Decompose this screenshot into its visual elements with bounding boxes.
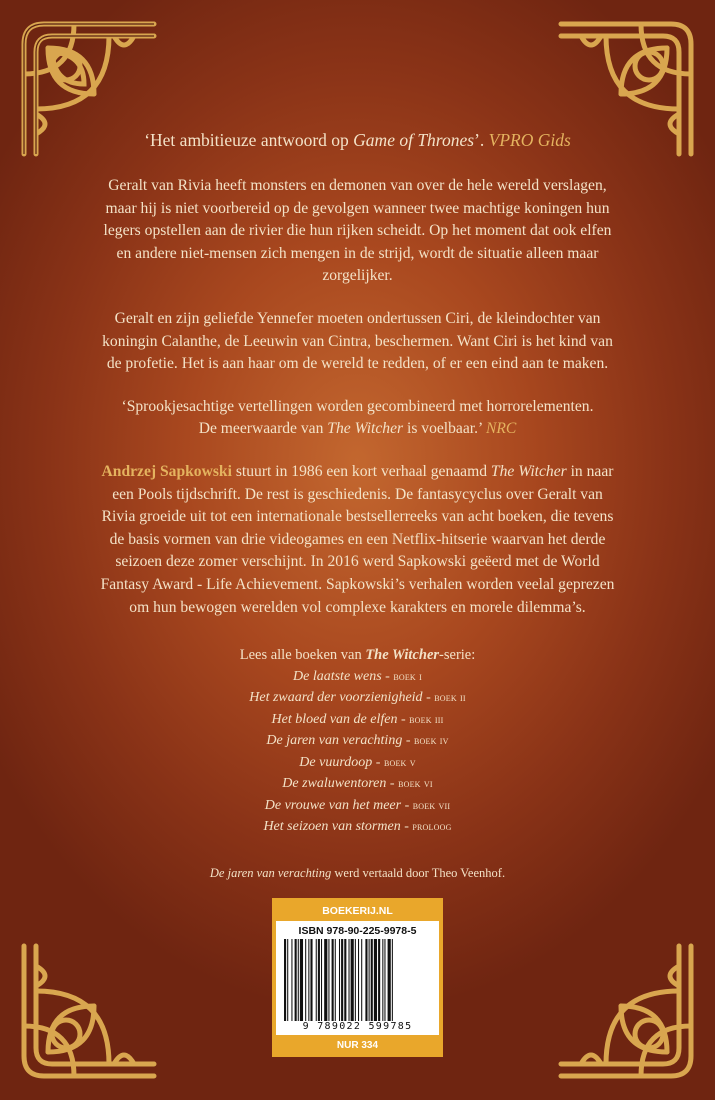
barcode-icon: [282, 939, 433, 1021]
list-item: De laatste wens - boek i: [293, 668, 422, 684]
nur-code: NUR 334: [336, 1040, 379, 1051]
blurb-content: [100, 128, 615, 881]
celtic-knot-corner-icon: [14, 936, 164, 1086]
list-item: Het zwaard der voorzienigheid - boek ii: [249, 690, 466, 706]
barcode-panel: [272, 898, 443, 1057]
list-item: De vrouwe van het meer - boek vii: [264, 797, 451, 813]
synopsis-paragraph-2: Geralt en zijn geliefde Yennefer moeten ondertussen Ciri, de kleindochter van koningin Calanthe, de Leeuwin van Cintra, beschermen. Want Ciri is het kind van de profetie. Het is aan haar om de wereld te redden, of er een eind aan te maken.: [102, 309, 613, 373]
list-item: De zwaluwentoren - boek vi: [282, 776, 433, 792]
translator-credit: De jaren van verachting werd vertaald door Theo Veenhof.: [209, 865, 506, 880]
author-name: Andrzej Sapkowski: [101, 462, 232, 480]
synopsis-paragraph-1: Geralt van Rivia heeft monsters en demonen van over de hele wereld verslagen, maar hij is niet voorbereid op de gevolgen wanneer twee machtige koningen hun legers opstellen aan de rivier die hun rijken scheidt. Op het moment dat ook elfen en andere niet-mensen zich mengen in de strijd, wordt de situatie alleen maar zorgelijker.: [103, 177, 612, 285]
list-item: Het bloed van de elfen - boek iii: [271, 711, 444, 727]
review-quote-nrc: ‘Sprookjesachtige vertellingen worden gecombineerd met horrorelementen. De meerwaarde van The Witcher is voelbaar.’ NRC: [121, 397, 594, 438]
barcode-digits: 9 789022 599785: [302, 1021, 413, 1032]
publisher-url: BOEKERIJ.NL: [322, 905, 393, 917]
quote-source: VPRO Gids: [488, 130, 571, 150]
celtic-knot-corner-icon: [551, 936, 701, 1086]
list-item: Het seizoen van stormen - proloog: [263, 819, 452, 835]
quote-source: NRC: [485, 420, 517, 438]
author-bio: Andrzej Sapkowski stuurt in 1986 een kort verhaal genaamd The Witcher in naar een Pools tijdschrift. De rest is geschiedenis. De fantasycyclus over Geralt van Rivia groeide uit tot een internationale bestsellerreeks van acht boeken, die tevens de basis vormen van drie videogames en een Netflix-hitserie waarvan het derde seizoen deze zomer verschijnt. In 2016 werd Sapkowski geëerd met de World Fantasy Award - Life Achievement. Sapkowski’s verhalen worden veelal geprezen om hun bewogen werelden vol complexe karakters en morele dilemma’s.: [100, 462, 615, 616]
review-quote-vpro: ‘Het ambitieuze antwoord op Game of Thrones’. VPRO Gids: [144, 130, 571, 150]
list-item: De vuurdoop - boek v: [299, 754, 416, 770]
series-heading: Lees alle boeken van The Witcher-serie:: [239, 647, 476, 664]
list-item: De jaren van verachting - boek iv: [266, 733, 449, 749]
book-series-list: [100, 645, 615, 838]
isbn-label: ISBN 978-90-225-9978-5: [298, 925, 417, 937]
